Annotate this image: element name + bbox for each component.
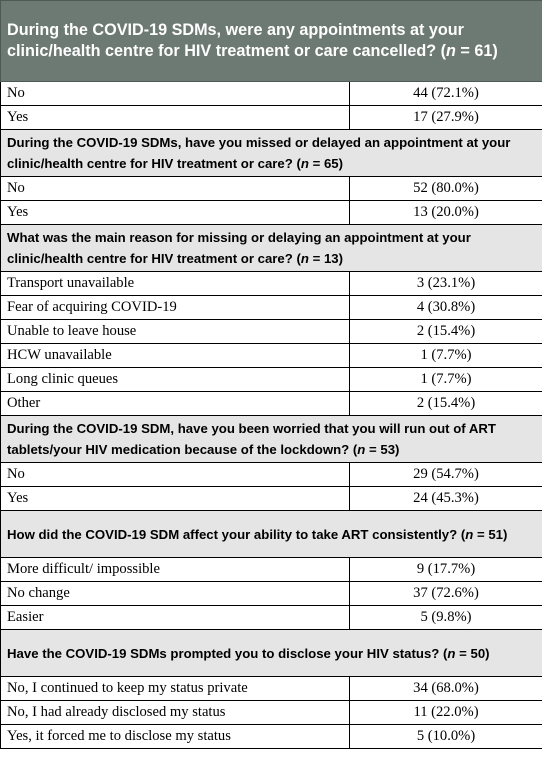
question-row [1, 630, 542, 677]
question-text: Have the COVID-19 SDMs prompted you to disclose your HIV status? [7, 645, 440, 661]
sample-size: 65 [323, 156, 339, 171]
response-label: Fear of acquiring COVID-19 [1, 296, 350, 320]
question-text: What was the main reason for missing or delaying an appointment at your clinic/health centre for HIV treatment or care? [7, 230, 471, 266]
n-symbol: n [446, 42, 456, 60]
n-symbol: n [300, 156, 309, 171]
response-row [1, 463, 542, 487]
response-label: Long clinic queues [1, 368, 350, 392]
question-text: How did the COVID-19 SDM affect your ability to take ART consistently? [7, 526, 458, 542]
response-row [1, 558, 542, 582]
question-row [1, 511, 542, 558]
response-label: Yes [1, 106, 350, 130]
response-value: 44 (72.1%) [350, 82, 542, 106]
question-row [1, 416, 542, 463]
response-label: No, I had already disclosed my status [1, 701, 350, 725]
sample-size: 51 [488, 526, 503, 542]
question-cell: During the COVID-19 SDM, have you been worried that you will run out of ART tablets/your HIV medication because of the lockdown? (n = 53) [1, 416, 542, 463]
response-row [1, 487, 542, 511]
response-row [1, 320, 542, 344]
question-text: During the COVID-19 SDM, have you been worried that you will run out of ART tablets/your HIV medication because of the lockdown? [7, 421, 496, 457]
response-label: HCW unavailable [1, 344, 350, 368]
response-value: 4 (30.8%) [350, 296, 542, 320]
response-row [1, 296, 542, 320]
response-row [1, 344, 542, 368]
response-value: 52 (80.0%) [350, 177, 542, 201]
response-label: More difficult/ impossible [1, 558, 350, 582]
response-label: Unable to leave house [1, 320, 350, 344]
response-value: 5 (9.8%) [350, 606, 542, 630]
response-label: Transport unavailable [1, 272, 350, 296]
response-label: No [1, 82, 350, 106]
response-value: 3 (23.1%) [350, 272, 542, 296]
response-value: 1 (7.7%) [350, 344, 542, 368]
response-row [1, 392, 542, 416]
response-label: No, I continued to keep my status private [1, 677, 350, 701]
response-value: 5 (10.0%) [350, 725, 542, 749]
response-row [1, 177, 542, 201]
sample-size: 53 [380, 442, 396, 457]
response-row [1, 701, 542, 725]
question-cell: What was the main reason for missing or delaying an appointment at your clinic/health centre for HIV treatment or care? (n = 13) [1, 225, 542, 272]
response-value: 24 (45.3%) [350, 487, 542, 511]
question-cell: Have the COVID-19 SDMs prompted you to disclose your HIV status? (n = 50) [1, 630, 542, 677]
response-row [1, 677, 542, 701]
question-row [1, 225, 542, 272]
response-label: Other [1, 392, 350, 416]
question-row [1, 1, 542, 82]
response-value: 2 (15.4%) [350, 392, 542, 416]
question-text: During the COVID-19 SDMs, were any appointments at your clinic/health centre for HIV treatment or care cancelled? [7, 21, 464, 60]
response-row [1, 725, 542, 749]
sample-size: 61 [474, 42, 493, 60]
survey-results-body [1, 1, 542, 749]
n-symbol: n [447, 645, 456, 661]
response-row [1, 82, 542, 106]
sample-size: 50 [470, 645, 486, 661]
response-label: No [1, 463, 350, 487]
n-symbol: n [357, 442, 366, 457]
response-row [1, 272, 542, 296]
response-value: 29 (54.7%) [350, 463, 542, 487]
response-label: No change [1, 582, 350, 606]
question-text: During the COVID-19 SDMs, have you missed or delayed an appointment at your clinic/health centre for HIV treatment or care? [7, 135, 511, 171]
response-label: Yes, it forced me to disclose my status [1, 725, 350, 749]
response-row [1, 606, 542, 630]
response-value: 13 (20.0%) [350, 201, 542, 225]
response-value: 34 (68.0%) [350, 677, 542, 701]
response-row [1, 201, 542, 225]
response-value: 17 (27.9%) [350, 106, 542, 130]
question-cell: How did the COVID-19 SDM affect your ability to take ART consistently? (n = 51) [1, 511, 542, 558]
question-row [1, 130, 542, 177]
response-value: 9 (17.7%) [350, 558, 542, 582]
response-label: Yes [1, 487, 350, 511]
question-cell: During the COVID-19 SDMs, have you missed or delayed an appointment at your clinic/health centre for HIV treatment or care? (n = 65) [1, 130, 542, 177]
response-value: 2 (15.4%) [350, 320, 542, 344]
question-cell: During the COVID-19 SDMs, were any appointments at your clinic/health centre for HIV treatment or care cancelled? (n = 61) [1, 1, 542, 82]
response-row [1, 582, 542, 606]
response-row [1, 368, 542, 392]
response-label: No [1, 177, 350, 201]
response-value: 37 (72.6%) [350, 582, 542, 606]
n-symbol: n [465, 526, 474, 542]
response-value: 1 (7.7%) [350, 368, 542, 392]
sample-size: 13 [323, 251, 339, 266]
response-value: 11 (22.0%) [350, 701, 542, 725]
response-label: Yes [1, 201, 350, 225]
response-row [1, 106, 542, 130]
response-label: Easier [1, 606, 350, 630]
n-symbol: n [300, 251, 309, 266]
